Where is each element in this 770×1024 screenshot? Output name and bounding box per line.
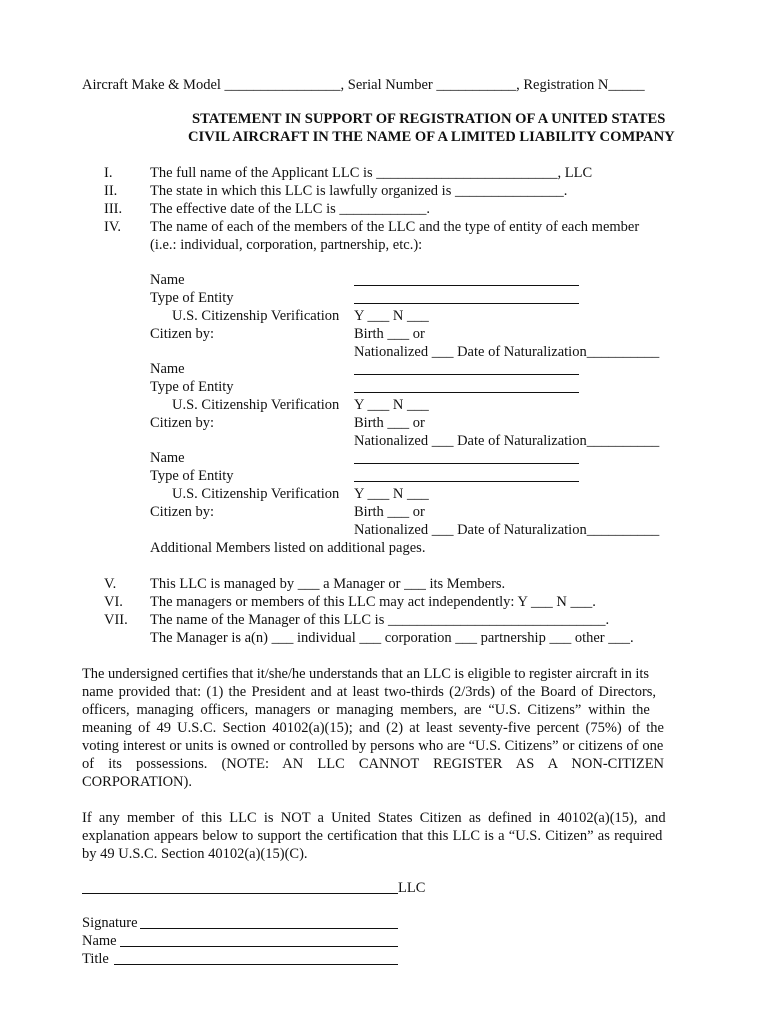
member-name-field[interactable] bbox=[354, 374, 579, 375]
signer-name-field[interactable] bbox=[120, 946, 398, 947]
signer-name-label: Name bbox=[82, 933, 117, 949]
aircraft-header-line: Aircraft Make & Model ________________, Serial Number ___________, Registration N_____ bbox=[82, 77, 645, 93]
state-organized-line: The state in which this LLC is lawfully organized is _______________. bbox=[150, 183, 568, 199]
llc-suffix-label: LLC bbox=[398, 880, 426, 896]
applicant-llc-name-line: The full name of the Applicant LLC is _________________________, LLC bbox=[150, 165, 593, 181]
citizenship-verification-yn[interactable]: Y ___ N ___ bbox=[354, 308, 429, 324]
member-name-field[interactable] bbox=[354, 285, 579, 286]
item-number-iii: III. bbox=[104, 201, 123, 217]
certification-line: officers, managing officers, managers or managing members, are “U.S. Citizens” within the bbox=[82, 702, 650, 718]
item-number-iv: IV. bbox=[104, 219, 122, 235]
signature-field[interactable] bbox=[140, 928, 398, 929]
managed-by-line: This LLC is managed by ___ a Manager or ___ its Members. bbox=[150, 576, 506, 592]
citizen-by-naturalization[interactable]: Nationalized ___ Date of Naturalization__________ bbox=[354, 433, 660, 449]
manager-name-line: The name of the Manager of this LLC is ______________________________. bbox=[150, 612, 610, 628]
item-number-ii: II. bbox=[104, 183, 118, 199]
citizen-by-label: Citizen by: bbox=[150, 326, 215, 342]
member-name-label: Name bbox=[150, 450, 185, 466]
item-number-vi: VI. bbox=[104, 594, 123, 610]
citizen-by-naturalization[interactable]: Nationalized ___ Date of Naturalization__________ bbox=[354, 344, 660, 360]
members-instruction-line-1: The name of each of the members of the LLC and the type of entity of each member bbox=[150, 219, 640, 235]
certification-line: CORPORATION). bbox=[82, 774, 192, 790]
entity-type-field[interactable] bbox=[354, 481, 579, 482]
item-number-vii: VII. bbox=[104, 612, 128, 628]
effective-date-line: The effective date of the LLC is ____________. bbox=[150, 201, 430, 217]
manager-type-line: The Manager is a(n) ___ individual ___ corporation ___ partnership ___ other ___. bbox=[150, 630, 634, 646]
member-name-field[interactable] bbox=[354, 463, 579, 464]
act-independently-line: The managers or members of this LLC may act independently: Y ___ N ___. bbox=[150, 594, 596, 610]
item-number-i: I. bbox=[104, 165, 113, 181]
entity-type-label: Type of Entity bbox=[150, 290, 234, 306]
citizen-by-label: Citizen by: bbox=[150, 415, 215, 431]
citizen-by-birth[interactable]: Birth ___ or bbox=[354, 326, 425, 342]
member-name-label: Name bbox=[150, 272, 185, 288]
form-title-line-2: CIVIL AIRCRAFT IN THE NAME OF A LIMITED LIABILITY COMPANY bbox=[188, 129, 675, 145]
entity-type-field[interactable] bbox=[354, 392, 579, 393]
citizenship-verification-label: U.S. Citizenship Verification bbox=[172, 486, 340, 502]
citizen-by-naturalization[interactable]: Nationalized ___ Date of Naturalization__________ bbox=[354, 522, 660, 538]
citizenship-verification-yn[interactable]: Y ___ N ___ bbox=[354, 397, 429, 413]
explanation-line: by 49 U.S.C. Section 40102(a)(15)(C). bbox=[82, 846, 308, 862]
signer-title-field[interactable] bbox=[114, 964, 398, 965]
members-instruction-line-2: (i.e.: individual, corporation, partnership, etc.): bbox=[150, 237, 423, 253]
explanation-line: If any member of this LLC is NOT a United States Citizen as defined in 40102(a)(15), and bbox=[82, 810, 666, 826]
certification-line: meaning of 49 U.S.C. Section 40102(a)(15); and (2) at least seventy-five percent (75%) of the bbox=[82, 720, 664, 736]
certification-line: The undersigned certifies that it/she/he understands that an LLC is eligible to register aircraft in its bbox=[82, 666, 649, 682]
signer-title-label: Title bbox=[82, 951, 109, 967]
form-title-line-1: STATEMENT IN SUPPORT OF REGISTRATION OF A UNITED STATES bbox=[192, 111, 666, 127]
entity-type-field[interactable] bbox=[354, 303, 579, 304]
entity-type-label: Type of Entity bbox=[150, 468, 234, 484]
entity-type-label: Type of Entity bbox=[150, 379, 234, 395]
certification-line: voting interest or units is owned or controlled by persons who are “U.S. Citizens” or citizens of one bbox=[82, 738, 664, 754]
additional-members-note: Additional Members listed on additional pages. bbox=[150, 540, 426, 556]
explanation-line: explanation appears below to support the certification that this LLC is a “U.S. Citizen” as required bbox=[82, 828, 663, 844]
certification-line: name provided that: (1) the President and at least two-thirds (2/3rds) of the Board of Directors, bbox=[82, 684, 657, 700]
certification-line: of its possessions. (NOTE: AN LLC CANNOT REGISTER AS A NON-CITIZEN bbox=[82, 756, 665, 772]
citizenship-verification-label: U.S. Citizenship Verification bbox=[172, 397, 340, 413]
member-name-label: Name bbox=[150, 361, 185, 377]
item-number-v: V. bbox=[104, 576, 117, 592]
citizen-by-birth[interactable]: Birth ___ or bbox=[354, 504, 425, 520]
citizen-by-birth[interactable]: Birth ___ or bbox=[354, 415, 425, 431]
citizen-by-label: Citizen by: bbox=[150, 504, 215, 520]
signature-label: Signature bbox=[82, 915, 138, 931]
citizenship-verification-yn[interactable]: Y ___ N ___ bbox=[354, 486, 429, 502]
citizenship-verification-label: U.S. Citizenship Verification bbox=[172, 308, 340, 324]
llc-name-field[interactable] bbox=[82, 893, 398, 894]
